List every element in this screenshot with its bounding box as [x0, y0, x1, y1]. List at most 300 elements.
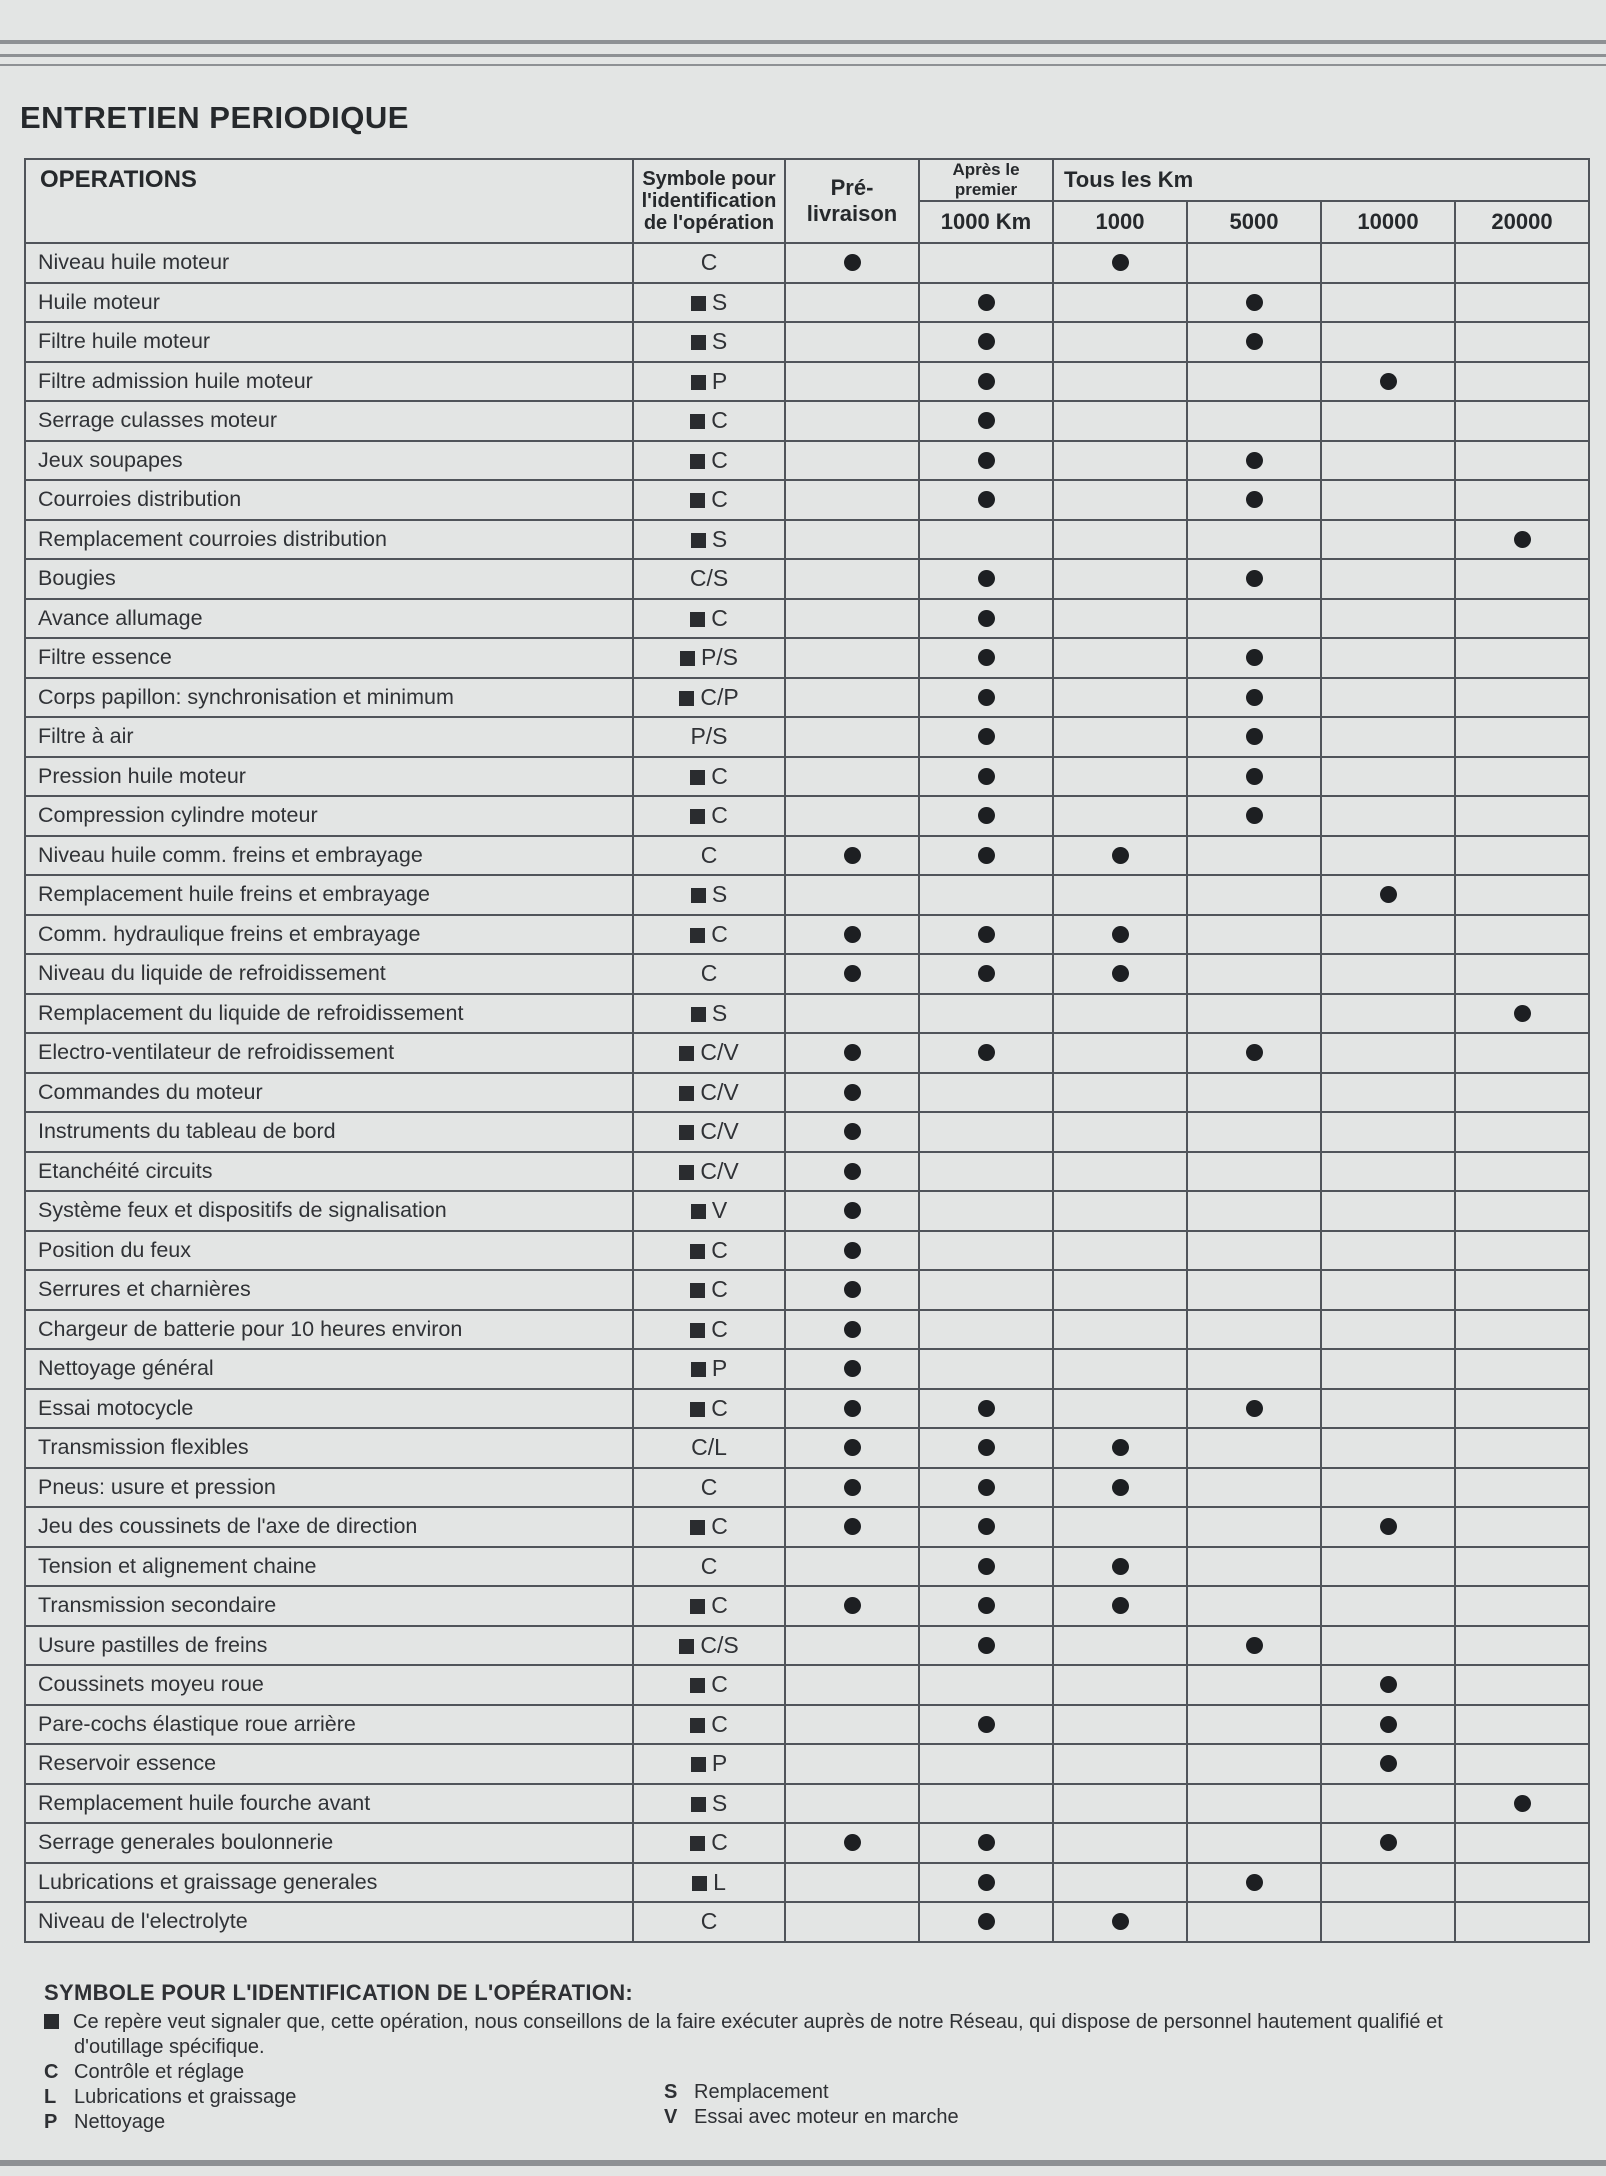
- mark-cell-prelivraison: [785, 796, 919, 836]
- mark-cell-every-5000: [1187, 757, 1321, 797]
- mark-cell-first-1000: [919, 520, 1053, 560]
- mark-cell-every-5000: [1187, 1231, 1321, 1271]
- table-row: [25, 1586, 1589, 1626]
- bullet-icon: [1246, 1044, 1263, 1061]
- mark-cell-every-1000: [1053, 441, 1187, 481]
- legend-square-line-2: d'outillage spécifique.: [74, 2036, 265, 2058]
- legend-l-key: L: [44, 2086, 57, 2108]
- mark-cell-every-5000: [1187, 1349, 1321, 1389]
- bullet-icon: [1112, 1558, 1129, 1575]
- bullet-icon: [978, 926, 995, 943]
- mark-cell-every-5000: [1187, 1152, 1321, 1192]
- operation-symbol: [633, 1349, 785, 1389]
- mark-cell-every-20000: [1455, 678, 1589, 718]
- operation-name: Niveau de l'electrolyte: [25, 1902, 633, 1942]
- bullet-icon: [1112, 1479, 1129, 1496]
- mark-cell-every-1000: [1053, 1626, 1187, 1666]
- operation-symbol: [633, 717, 785, 757]
- mark-cell-prelivraison: [785, 1586, 919, 1626]
- bullet-icon: [978, 1439, 995, 1456]
- mark-cell-every-20000: [1455, 1586, 1589, 1626]
- mark-cell-every-10000: [1321, 1705, 1455, 1745]
- operation-symbol: [633, 1270, 785, 1310]
- mark-cell-prelivraison: [785, 757, 919, 797]
- bullet-icon: [978, 1716, 995, 1733]
- mark-cell-prelivraison: [785, 1705, 919, 1745]
- operation-name: Bougies: [25, 559, 633, 599]
- mark-cell-prelivraison: [785, 954, 919, 994]
- mark-cell-every-5000: [1187, 401, 1321, 441]
- mark-cell-every-1000: [1053, 875, 1187, 915]
- mark-cell-first-1000: [919, 283, 1053, 323]
- mark-cell-prelivraison: [785, 836, 919, 876]
- bullet-icon: [1112, 1597, 1129, 1614]
- mark-cell-first-1000: [919, 638, 1053, 678]
- symbol-code: C: [700, 841, 718, 868]
- mark-cell-prelivraison: [785, 994, 919, 1034]
- mark-cell-every-1000: [1053, 796, 1187, 836]
- header-apres-premier: Après le premier: [919, 159, 1053, 201]
- operation-symbol: [633, 638, 785, 678]
- mark-cell-prelivraison: [785, 401, 919, 441]
- symbol-code: C: [711, 1236, 728, 1263]
- square-mark-icon: [691, 1007, 706, 1022]
- mark-cell-prelivraison: [785, 362, 919, 402]
- mark-cell-prelivraison: [785, 875, 919, 915]
- mark-cell-first-1000: [919, 994, 1053, 1034]
- bullet-icon: [1112, 1439, 1129, 1456]
- operation-symbol: [633, 520, 785, 560]
- mark-cell-first-1000: [919, 1784, 1053, 1824]
- bullet-icon: [1112, 254, 1129, 271]
- bullet-icon: [1246, 728, 1263, 745]
- mark-cell-every-5000: [1187, 1547, 1321, 1587]
- symbol-code: C: [700, 1473, 718, 1500]
- mark-cell-prelivraison: [785, 1231, 919, 1271]
- mark-cell-every-1000: [1053, 559, 1187, 599]
- mark-cell-every-1000: [1053, 283, 1187, 323]
- mark-cell-every-20000: [1455, 915, 1589, 955]
- symbol-code: C: [711, 1592, 728, 1619]
- operation-symbol: [633, 1744, 785, 1784]
- table-row: [25, 480, 1589, 520]
- mark-cell-every-10000: [1321, 1507, 1455, 1547]
- mark-cell-first-1000: [919, 954, 1053, 994]
- symbol-code: C/V: [700, 1118, 739, 1145]
- header-tous-les-km: Tous les Km: [1053, 159, 1589, 201]
- table-row: [25, 915, 1589, 955]
- operation-name: Filtre essence: [25, 638, 633, 678]
- mark-cell-every-10000: [1321, 1784, 1455, 1824]
- mark-cell-prelivraison: [785, 243, 919, 283]
- square-mark-icon: [690, 1718, 705, 1733]
- mark-cell-every-5000: [1187, 1626, 1321, 1666]
- mark-cell-every-10000: [1321, 1112, 1455, 1152]
- square-mark-icon: [690, 1244, 705, 1259]
- bullet-icon: [1112, 926, 1129, 943]
- mark-cell-every-5000: [1187, 836, 1321, 876]
- operation-symbol: [633, 1547, 785, 1587]
- mark-cell-prelivraison: [785, 1349, 919, 1389]
- operation-symbol: [633, 1191, 785, 1231]
- operation-name: Remplacement courroies distribution: [25, 520, 633, 560]
- mark-cell-first-1000: [919, 1033, 1053, 1073]
- mark-cell-every-1000: [1053, 638, 1187, 678]
- bullet-icon: [1112, 1913, 1129, 1930]
- operation-name: Compression cylindre moteur: [25, 796, 633, 836]
- mark-cell-first-1000: [919, 757, 1053, 797]
- mark-cell-every-5000: [1187, 1310, 1321, 1350]
- mark-cell-every-10000: [1321, 1191, 1455, 1231]
- mark-cell-first-1000: [919, 1349, 1053, 1389]
- mark-cell-first-1000: [919, 1744, 1053, 1784]
- bullet-icon: [978, 1400, 995, 1417]
- mark-cell-every-1000: [1053, 757, 1187, 797]
- mark-cell-every-1000: [1053, 915, 1187, 955]
- mark-cell-every-20000: [1455, 836, 1589, 876]
- page-title: ENTRETIEN PERIODIQUE: [20, 100, 409, 135]
- bullet-icon: [978, 728, 995, 745]
- mark-cell-first-1000: [919, 1626, 1053, 1666]
- mark-cell-first-1000: [919, 1191, 1053, 1231]
- square-mark-icon: [680, 651, 695, 666]
- operation-name: Commandes du moteur: [25, 1073, 633, 1113]
- mark-cell-every-5000: [1187, 243, 1321, 283]
- symbol-code: C: [700, 960, 718, 987]
- table-row: [25, 1073, 1589, 1113]
- operation-symbol: [633, 283, 785, 323]
- symbol-code: C: [700, 1908, 718, 1935]
- table-row: [25, 401, 1589, 441]
- mark-cell-first-1000: [919, 1389, 1053, 1429]
- operation-name: Serrage culasses moteur: [25, 401, 633, 441]
- operation-symbol: [633, 1823, 785, 1863]
- mark-cell-every-1000: [1053, 1073, 1187, 1113]
- mark-cell-every-5000: [1187, 1112, 1321, 1152]
- mark-cell-every-5000: [1187, 1665, 1321, 1705]
- top-rule: [0, 54, 1606, 57]
- table-row: [25, 1744, 1589, 1784]
- mark-cell-every-5000: [1187, 362, 1321, 402]
- mark-cell-prelivraison: [785, 638, 919, 678]
- bullet-icon: [1380, 886, 1397, 903]
- legend-v-text: Essai avec moteur en marche: [694, 2106, 959, 2128]
- mark-cell-every-1000: [1053, 1428, 1187, 1468]
- table-row: [25, 1191, 1589, 1231]
- mark-cell-prelivraison: [785, 283, 919, 323]
- mark-cell-every-1000: [1053, 954, 1187, 994]
- mark-cell-first-1000: [919, 875, 1053, 915]
- bullet-icon: [978, 452, 995, 469]
- mark-cell-every-5000: [1187, 283, 1321, 323]
- bullet-icon: [1514, 1005, 1531, 1022]
- mark-cell-every-5000: [1187, 1428, 1321, 1468]
- bullet-icon: [978, 610, 995, 627]
- operation-symbol: [633, 362, 785, 402]
- bullet-icon: [978, 1597, 995, 1614]
- bullet-icon: [978, 1913, 995, 1930]
- mark-cell-every-20000: [1455, 1705, 1589, 1745]
- mark-cell-every-10000: [1321, 283, 1455, 323]
- operation-symbol: [633, 1507, 785, 1547]
- mark-cell-first-1000: [919, 1547, 1053, 1587]
- mark-cell-every-20000: [1455, 1863, 1589, 1903]
- operation-name: Niveau huile moteur: [25, 243, 633, 283]
- mark-cell-prelivraison: [785, 322, 919, 362]
- bullet-icon: [844, 1597, 861, 1614]
- square-mark-icon: [690, 928, 705, 943]
- mark-cell-every-20000: [1455, 1073, 1589, 1113]
- table-row: [25, 1389, 1589, 1429]
- bullet-icon: [978, 689, 995, 706]
- mark-cell-every-10000: [1321, 1902, 1455, 1942]
- table-row: [25, 1547, 1589, 1587]
- mark-cell-every-1000: [1053, 1468, 1187, 1508]
- mark-cell-prelivraison: [785, 1033, 919, 1073]
- square-mark-icon: [44, 2014, 59, 2029]
- mark-cell-every-10000: [1321, 994, 1455, 1034]
- mark-cell-every-5000: [1187, 994, 1321, 1034]
- symbol-code: C/P: [700, 683, 739, 710]
- mark-cell-every-10000: [1321, 1547, 1455, 1587]
- mark-cell-prelivraison: [785, 520, 919, 560]
- table-row: [25, 994, 1589, 1034]
- operation-name: Niveau du liquide de refroidissement: [25, 954, 633, 994]
- table-row: [25, 1152, 1589, 1192]
- square-mark-icon: [690, 414, 705, 429]
- square-mark-icon: [691, 1204, 706, 1219]
- table-row: [25, 243, 1589, 283]
- operation-name: Corps papillon: synchronisation et minimum: [25, 678, 633, 718]
- mark-cell-every-10000: [1321, 441, 1455, 481]
- mark-cell-every-10000: [1321, 1863, 1455, 1903]
- mark-cell-every-5000: [1187, 1270, 1321, 1310]
- symbol-code: C/L: [691, 1434, 727, 1461]
- mark-cell-prelivraison: [785, 441, 919, 481]
- mark-cell-prelivraison: [785, 1191, 919, 1231]
- mark-cell-every-10000: [1321, 875, 1455, 915]
- symbol-code: C: [711, 1394, 728, 1421]
- mark-cell-every-1000: [1053, 1231, 1187, 1271]
- mark-cell-prelivraison: [785, 1626, 919, 1666]
- mark-cell-every-10000: [1321, 678, 1455, 718]
- operation-symbol: [633, 796, 785, 836]
- mark-cell-every-5000: [1187, 1744, 1321, 1784]
- operation-symbol: [633, 559, 785, 599]
- mark-cell-first-1000: [919, 362, 1053, 402]
- bullet-icon: [978, 294, 995, 311]
- operation-symbol: [633, 441, 785, 481]
- bullet-icon: [844, 1834, 861, 1851]
- operation-name: Electro-ventilateur de refroidissement: [25, 1033, 633, 1073]
- bullet-icon: [978, 412, 995, 429]
- mark-cell-every-1000: [1053, 1547, 1187, 1587]
- bullet-icon: [1246, 1400, 1263, 1417]
- square-mark-icon: [679, 1125, 694, 1140]
- mark-cell-every-5000: [1187, 520, 1321, 560]
- table-row: [25, 954, 1589, 994]
- table-row: [25, 322, 1589, 362]
- table-row: [25, 283, 1589, 323]
- mark-cell-every-1000: [1053, 1310, 1187, 1350]
- header-interval-1000: 1000: [1053, 201, 1187, 243]
- mark-cell-first-1000: [919, 1073, 1053, 1113]
- mark-cell-every-5000: [1187, 1191, 1321, 1231]
- square-mark-icon: [690, 809, 705, 824]
- symbol-code: C: [711, 1671, 728, 1698]
- bullet-icon: [1112, 965, 1129, 982]
- square-mark-icon: [679, 1165, 694, 1180]
- symbol-code: S: [711, 881, 728, 908]
- bullet-icon: [1246, 570, 1263, 587]
- bullet-icon: [978, 373, 995, 390]
- symbol-code: P/S: [690, 723, 728, 750]
- mark-cell-prelivraison: [785, 717, 919, 757]
- bullet-icon: [1246, 689, 1263, 706]
- mark-cell-prelivraison: [785, 915, 919, 955]
- square-mark-icon: [690, 1599, 705, 1614]
- mark-cell-every-10000: [1321, 1744, 1455, 1784]
- mark-cell-every-20000: [1455, 243, 1589, 283]
- mark-cell-every-10000: [1321, 520, 1455, 560]
- mark-cell-every-20000: [1455, 322, 1589, 362]
- mark-cell-first-1000: [919, 1428, 1053, 1468]
- bullet-icon: [978, 649, 995, 666]
- bullet-icon: [844, 1360, 861, 1377]
- legend-square-line: [44, 2010, 1594, 2035]
- symbol-code: C: [711, 1276, 728, 1303]
- bullet-icon: [978, 570, 995, 587]
- symbol-code: P: [711, 1355, 728, 1382]
- operation-name: Pare-cochs élastique roue arrière: [25, 1705, 633, 1745]
- bullet-icon: [844, 1281, 861, 1298]
- operation-symbol: [633, 757, 785, 797]
- table-row: [25, 1784, 1589, 1824]
- bullet-icon: [978, 491, 995, 508]
- table-row: [25, 757, 1589, 797]
- symbol-code: C: [711, 1513, 728, 1540]
- mark-cell-every-10000: [1321, 243, 1455, 283]
- legend-s-text: Remplacement: [694, 2081, 829, 2103]
- bullet-icon: [1246, 333, 1263, 350]
- operation-name: Coussinets moyeu roue: [25, 1665, 633, 1705]
- table-row: [25, 1112, 1589, 1152]
- mark-cell-every-20000: [1455, 1231, 1589, 1271]
- square-mark-icon: [679, 1639, 694, 1654]
- operation-name: Transmission flexibles: [25, 1428, 633, 1468]
- mark-cell-every-10000: [1321, 599, 1455, 639]
- bullet-icon: [978, 333, 995, 350]
- operation-symbol: [633, 915, 785, 955]
- operation-symbol: [633, 1231, 785, 1271]
- mark-cell-every-20000: [1455, 362, 1589, 402]
- symbol-code: S: [711, 288, 728, 315]
- bullet-icon: [978, 1479, 995, 1496]
- operation-symbol: [633, 243, 785, 283]
- mark-cell-first-1000: [919, 480, 1053, 520]
- bullet-icon: [844, 254, 861, 271]
- mark-cell-every-5000: [1187, 1389, 1321, 1429]
- square-mark-icon: [691, 1362, 706, 1377]
- header-prelivraison: Pré-livraison: [785, 159, 919, 243]
- bullet-icon: [1380, 373, 1397, 390]
- bullet-icon: [1380, 1716, 1397, 1733]
- operation-symbol: [633, 1152, 785, 1192]
- operation-symbol: [633, 1428, 785, 1468]
- operation-name: Transmission secondaire: [25, 1586, 633, 1626]
- mark-cell-prelivraison: [785, 1428, 919, 1468]
- mark-cell-every-5000: [1187, 1033, 1321, 1073]
- mark-cell-every-1000: [1053, 1270, 1187, 1310]
- mark-cell-every-1000: [1053, 678, 1187, 718]
- operation-name: Pression huile moteur: [25, 757, 633, 797]
- symbol-code: P/S: [700, 644, 739, 671]
- operation-symbol: [633, 1784, 785, 1824]
- square-mark-icon: [690, 1520, 705, 1535]
- square-mark-icon: [690, 612, 705, 627]
- legend-p-key: P: [44, 2111, 58, 2133]
- operation-name: Système feux et dispositifs de signalisation: [25, 1191, 633, 1231]
- square-mark-icon: [690, 493, 705, 508]
- mark-cell-every-10000: [1321, 1665, 1455, 1705]
- legend-l-text: Lubrications et graissage: [74, 2086, 297, 2108]
- table-row: [25, 1468, 1589, 1508]
- square-mark-icon: [690, 770, 705, 785]
- bullet-icon: [1246, 491, 1263, 508]
- mark-cell-every-1000: [1053, 1863, 1187, 1903]
- mark-cell-first-1000: [919, 1231, 1053, 1271]
- operation-symbol: [633, 678, 785, 718]
- operation-name: Lubrications et graissage generales: [25, 1863, 633, 1903]
- mark-cell-prelivraison: [785, 1152, 919, 1192]
- bullet-icon: [1246, 1874, 1263, 1891]
- mark-cell-every-10000: [1321, 717, 1455, 757]
- operation-name: Nettoyage général: [25, 1349, 633, 1389]
- symbol-code: C: [711, 407, 728, 434]
- mark-cell-every-20000: [1455, 283, 1589, 323]
- mark-cell-every-10000: [1321, 1626, 1455, 1666]
- mark-cell-first-1000: [919, 678, 1053, 718]
- symbol-code: C: [711, 920, 728, 947]
- mark-cell-every-1000: [1053, 401, 1187, 441]
- mark-cell-every-1000: [1053, 1586, 1187, 1626]
- legend-right-column: [664, 2080, 959, 2130]
- operation-name: Comm. hydraulique freins et embrayage: [25, 915, 633, 955]
- operation-name: Chargeur de batterie pour 10 heures environ: [25, 1310, 633, 1350]
- operation-symbol: [633, 1468, 785, 1508]
- bullet-icon: [844, 965, 861, 982]
- mark-cell-every-20000: [1455, 1468, 1589, 1508]
- mark-cell-every-20000: [1455, 994, 1589, 1034]
- bullet-icon: [1514, 531, 1531, 548]
- mark-cell-every-10000: [1321, 836, 1455, 876]
- legend-c-key: C: [44, 2061, 59, 2083]
- mark-cell-every-20000: [1455, 480, 1589, 520]
- mark-cell-first-1000: [919, 717, 1053, 757]
- mark-cell-first-1000: [919, 441, 1053, 481]
- mark-cell-prelivraison: [785, 1073, 919, 1113]
- symbol-code: P: [711, 367, 728, 394]
- legend-c-text: Contrôle et réglage: [74, 2061, 245, 2083]
- mark-cell-every-20000: [1455, 1784, 1589, 1824]
- mark-cell-every-1000: [1053, 1033, 1187, 1073]
- mark-cell-first-1000: [919, 1665, 1053, 1705]
- mark-cell-every-5000: [1187, 638, 1321, 678]
- bullet-icon: [844, 1084, 861, 1101]
- operation-symbol: [633, 401, 785, 441]
- mark-cell-every-5000: [1187, 1507, 1321, 1547]
- top-rule: [0, 40, 1606, 44]
